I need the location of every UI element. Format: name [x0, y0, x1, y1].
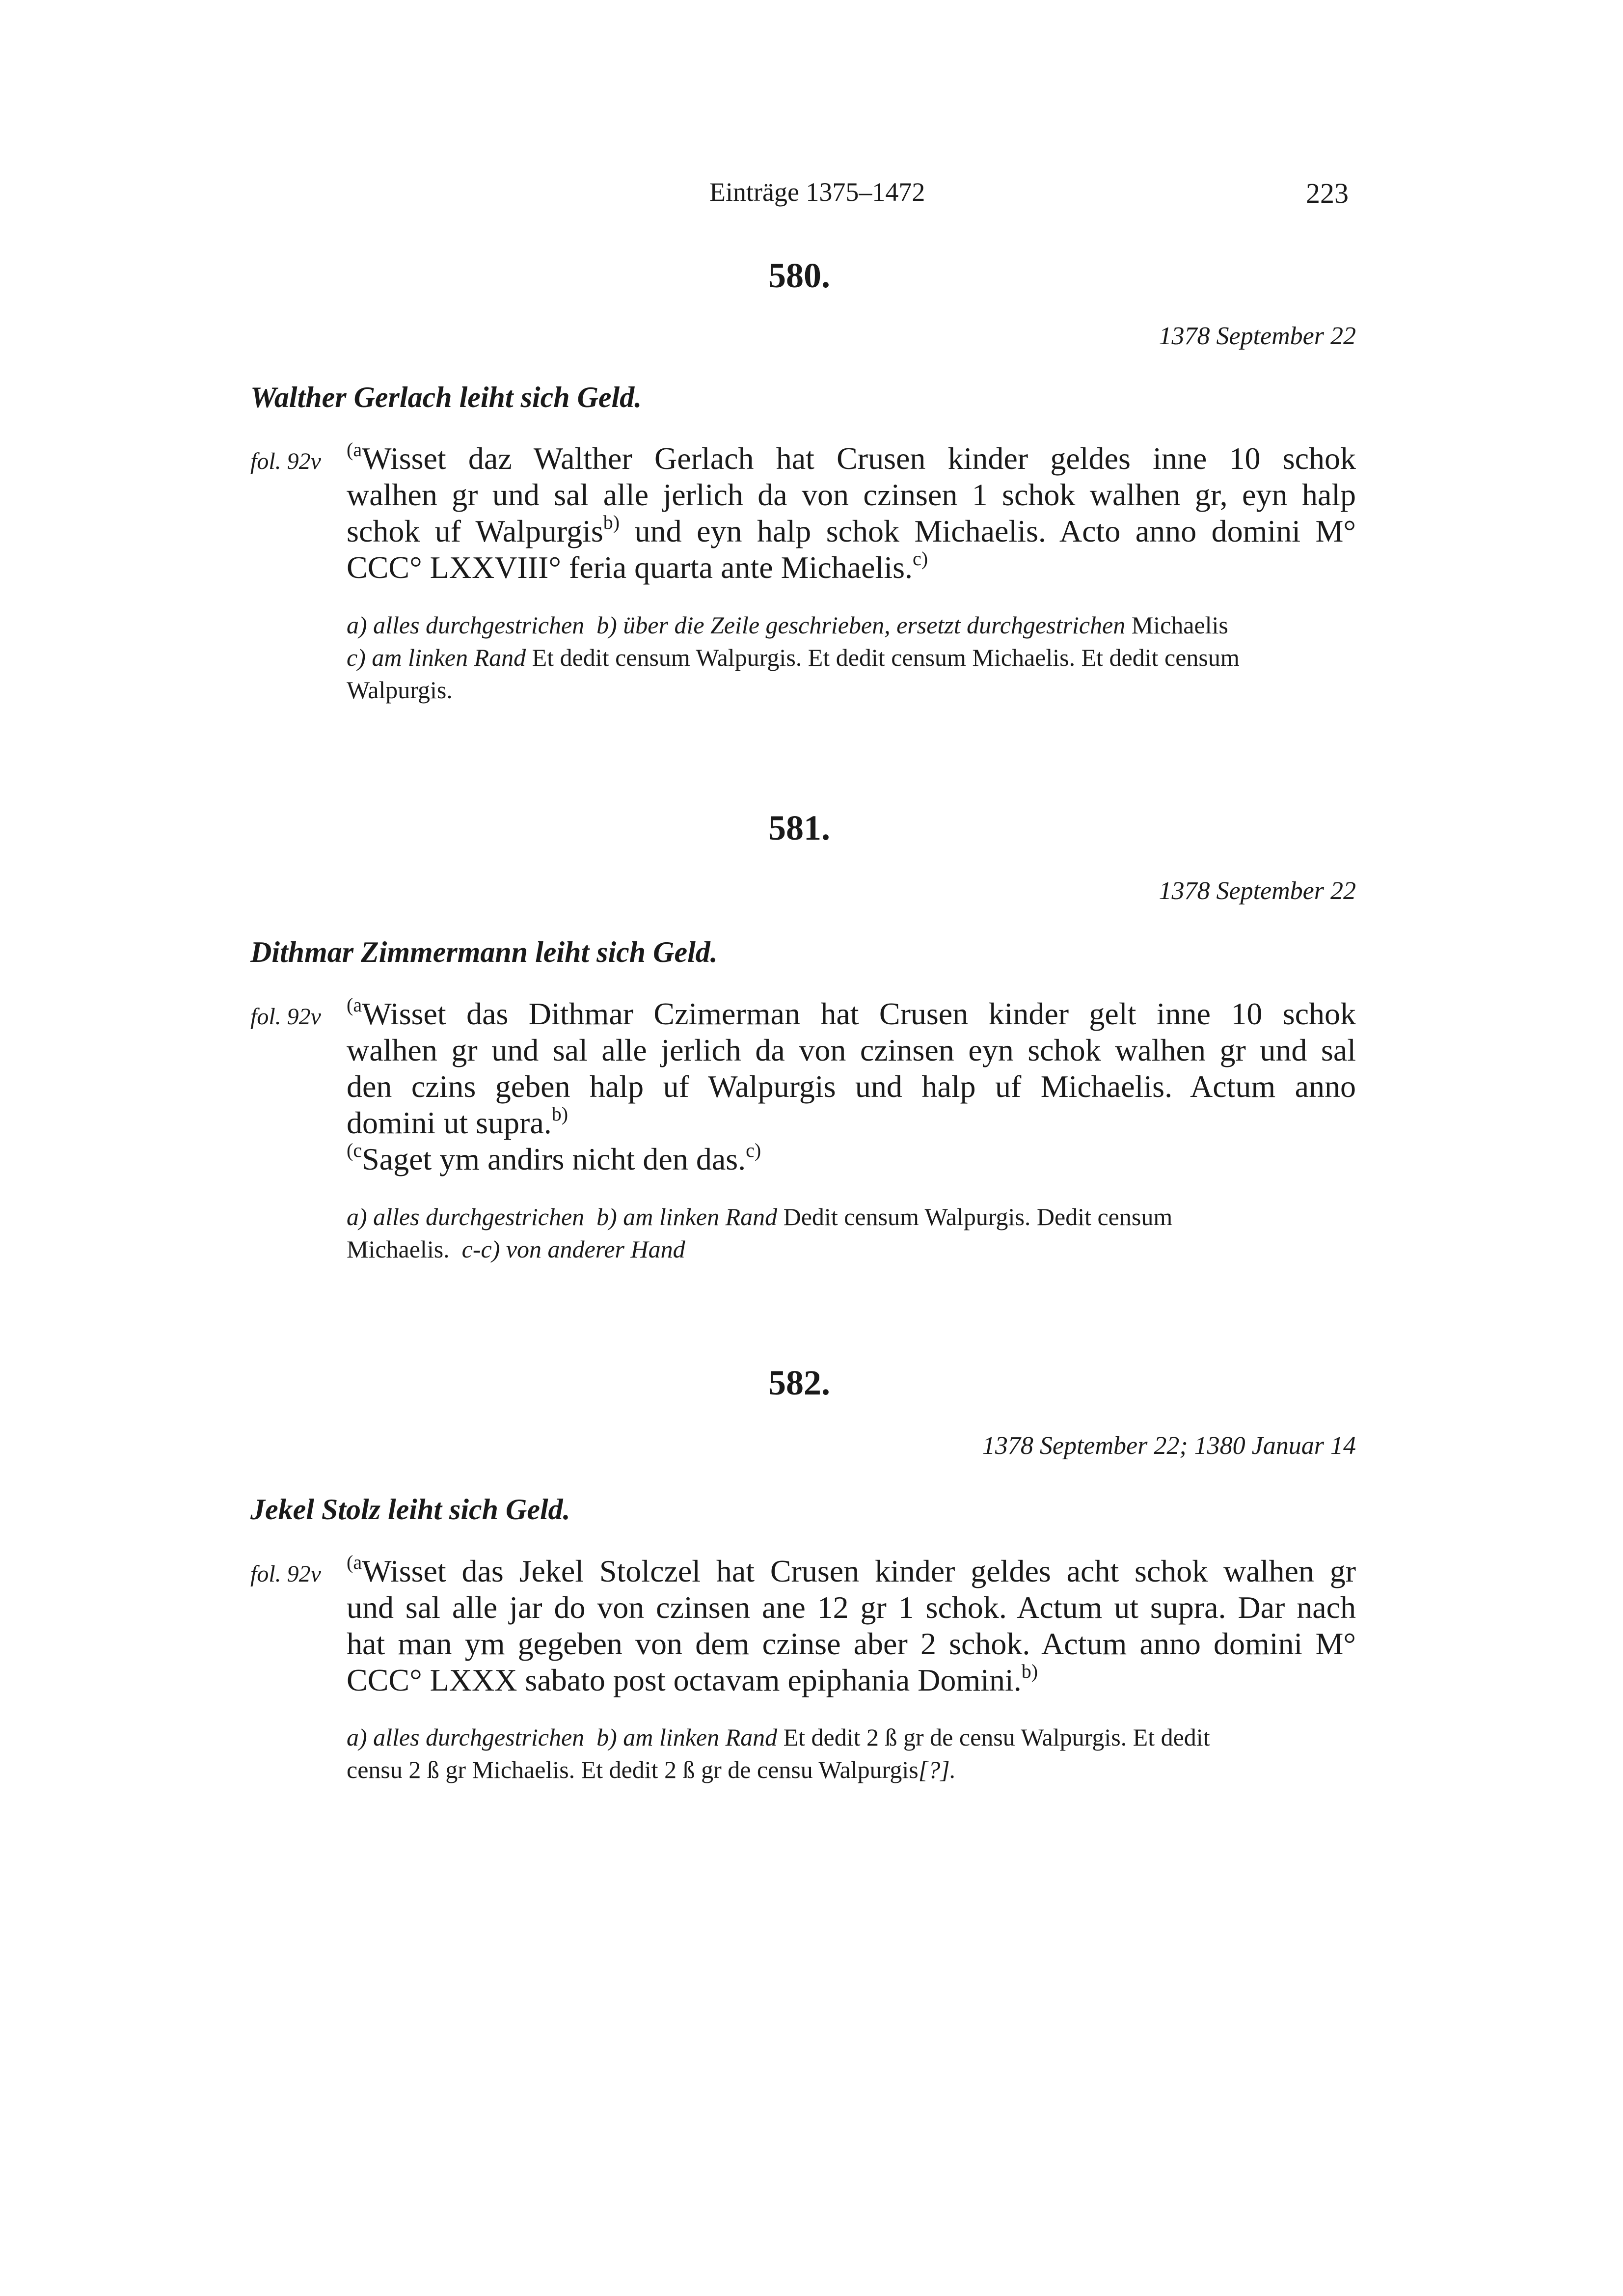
text-line: walhen gr und sal alle jerlich da von czinsen 1 schok walhen gr, eyn halp	[347, 477, 1356, 512]
apparatus-notes	[347, 1201, 1356, 1265]
text-line: CCC° LXXVIII° feria quarta ante Michaelis.$^{c)}$	[347, 547, 928, 585]
note-line: censu 2 ß gr Michaelis. Et dedit 2 ß gr de censu Walpurgis[?].	[347, 1756, 956, 1783]
entry-number: 580.	[768, 256, 830, 295]
text-line: schok uf Walpurgis$^{b)}$ und eyn halp schok Michaelis. Acto anno domini M°	[347, 511, 1356, 548]
entry-text	[347, 1553, 1356, 1698]
text-line: hat man ym gegeben von dem czinse aber 2 schok. Actum anno domini M°	[347, 1626, 1356, 1661]
note-line: a) alles durchgestrichen b) am linken Rand Dedit censum Walpurgis. Dedit censum	[347, 1203, 1173, 1230]
footnote-marker: b)	[603, 511, 620, 533]
text-line: domini ut supra.$^{b)}$	[347, 1102, 568, 1140]
page-number: 223	[1306, 177, 1349, 209]
note-line: c) am linken Rand Et dedit censum Walpurgis. Et dedit censum Michaelis. Et dedit censum	[347, 644, 1240, 671]
entry-text	[347, 440, 1356, 586]
apparatus-notes	[347, 609, 1356, 706]
text-line: $^{(c}$Saget ym andirs nicht den das.$^{c)}$	[347, 1139, 761, 1176]
entry-heading: Jekel Stolz leiht sich Geld.	[250, 1493, 570, 1526]
text-line: $^{(a}$Wisset daz Walther Gerlach hat Crusen kinder geldes inne 10 schok	[347, 438, 1356, 476]
running-title: Einträge 1375–1472	[709, 177, 925, 207]
entry-number: 582.	[768, 1363, 830, 1402]
footnote-marker: b)	[551, 1102, 568, 1125]
note-line: Walpurgis.	[347, 676, 453, 704]
footnote-marker: b)	[1021, 1660, 1038, 1682]
running-head	[0, 177, 1623, 216]
footnote-marker: (a	[347, 438, 362, 461]
folio-reference: fol. 92v	[250, 1004, 321, 1030]
text-line: walhen gr und sal alle jerlich da von czinsen eyn schok walhen gr und sal	[347, 1033, 1356, 1067]
entry-date: 1378 September 22	[1159, 322, 1356, 350]
footnote-marker: (a	[347, 993, 362, 1016]
folio-reference: fol. 92v	[250, 448, 321, 474]
footnote-marker: c)	[746, 1139, 761, 1161]
footnote-marker: (a	[347, 1551, 362, 1573]
text-line: den czins geben halp uf Walpurgis und halp uf Michaelis. Actum anno	[347, 1069, 1356, 1104]
text-line: und sal alle jar do von czinsen ane 12 gr 1 schok. Actum ut supra. Dar nach	[347, 1590, 1356, 1625]
entry-heading: Dithmar Zimmermann leiht sich Geld.	[250, 936, 718, 968]
note-line: a) alles durchgestrichen b) am linken Rand Et dedit 2 ß gr de censu Walpurgis. Et dedit	[347, 1723, 1210, 1751]
entry-date: 1378 September 22	[1159, 877, 1356, 905]
footnote-marker: (c	[347, 1139, 362, 1161]
text-line: $^{(a}$Wisset das Dithmar Czimerman hat Crusen kinder gelt inne 10 schok	[347, 993, 1356, 1031]
folio-reference: fol. 92v	[250, 1561, 321, 1587]
entry-date: 1378 September 22; 1380 Januar 14	[982, 1432, 1356, 1460]
apparatus-notes	[347, 1721, 1356, 1786]
text-line: $^{(a}$Wisset das Jekel Stolczel hat Crusen kinder geldes acht schok walhen gr	[347, 1551, 1356, 1588]
text-line: CCC° LXXX sabato post octavam epiphania Domini.$^{b)}$	[347, 1660, 1038, 1697]
note-line: Michaelis. c-c) von anderer Hand	[347, 1235, 685, 1263]
note-line: a) alles durchgestrichen b) über die Zeile geschrieben, ersetzt durchgestrichen Michaelis	[347, 611, 1228, 639]
entry-number: 581.	[768, 808, 830, 847]
footnote-marker: c)	[913, 547, 928, 570]
entry-heading: Walther Gerlach leiht sich Geld.	[250, 381, 642, 413]
entry-text	[347, 993, 1356, 1177]
